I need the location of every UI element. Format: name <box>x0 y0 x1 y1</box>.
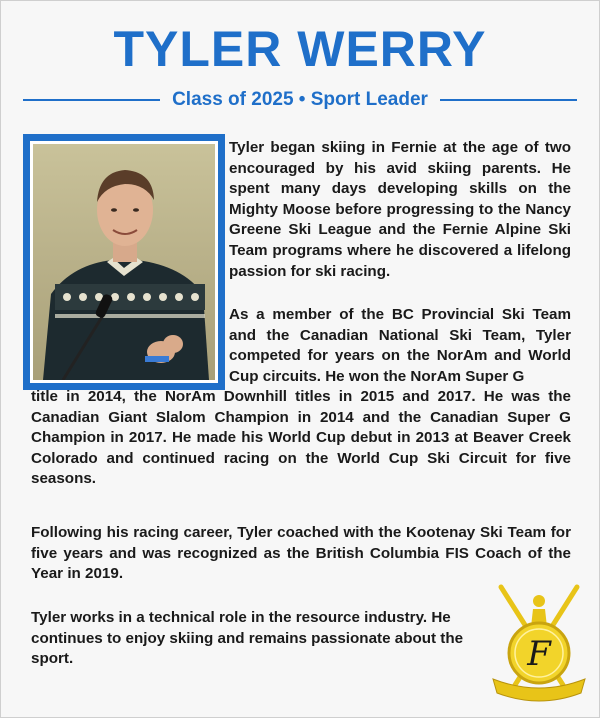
fernie-skiing-heritage-logo <box>487 581 591 709</box>
bio-paragraph-2-wrapped: As a member of the BC Provincial Ski Team and the Canadian National Ski Team, Tyler competed for years on the NorAm and World Cup circuits. He won the NorAm Super G <box>229 306 571 385</box>
subtitle: Class of 2025 • Sport Leader <box>172 89 428 110</box>
page-title: TYLER WERRY <box>113 21 487 77</box>
bio-paragraph-4: Tyler works in a technical role in the resource industry. He continues to enjoy skiing and remains passionate about the sport. <box>31 609 464 668</box>
subtitle-row <box>23 87 577 113</box>
left-rule <box>23 99 160 101</box>
bio-paragraph-3: Following his racing career, Tyler coached with the Kootenay Ski Team for five years and was recognized as the British Columbia FIS Coach of the Year in 2019. <box>31 524 571 583</box>
right-rule <box>440 99 577 101</box>
portrait-photo <box>23 134 225 390</box>
badge-letter: F <box>527 634 551 674</box>
bio-paragraph-2-full: title in 2014, the NorAm Downhill titles in 2015 and 2017. He was the Canadian Giant Slalom Champion in 2014 and the Canadian Super G Champion in 2017. He made his World Cup debut in 2013 at Beaver Creek Colorado and continued racing on the World Cup Ski Circuit for five seasons. <box>31 388 571 488</box>
bio-paragraph-1: Tyler began skiing in Fernie at the age of two encouraged by his avid skiing parents. He spent many days developing skills on the Mighty Moose before progressing to the Nancy Greene Ski League and the Fernie Alpine Ski Team programs where he discovered a lifelong passion for ski racing. <box>229 139 571 280</box>
